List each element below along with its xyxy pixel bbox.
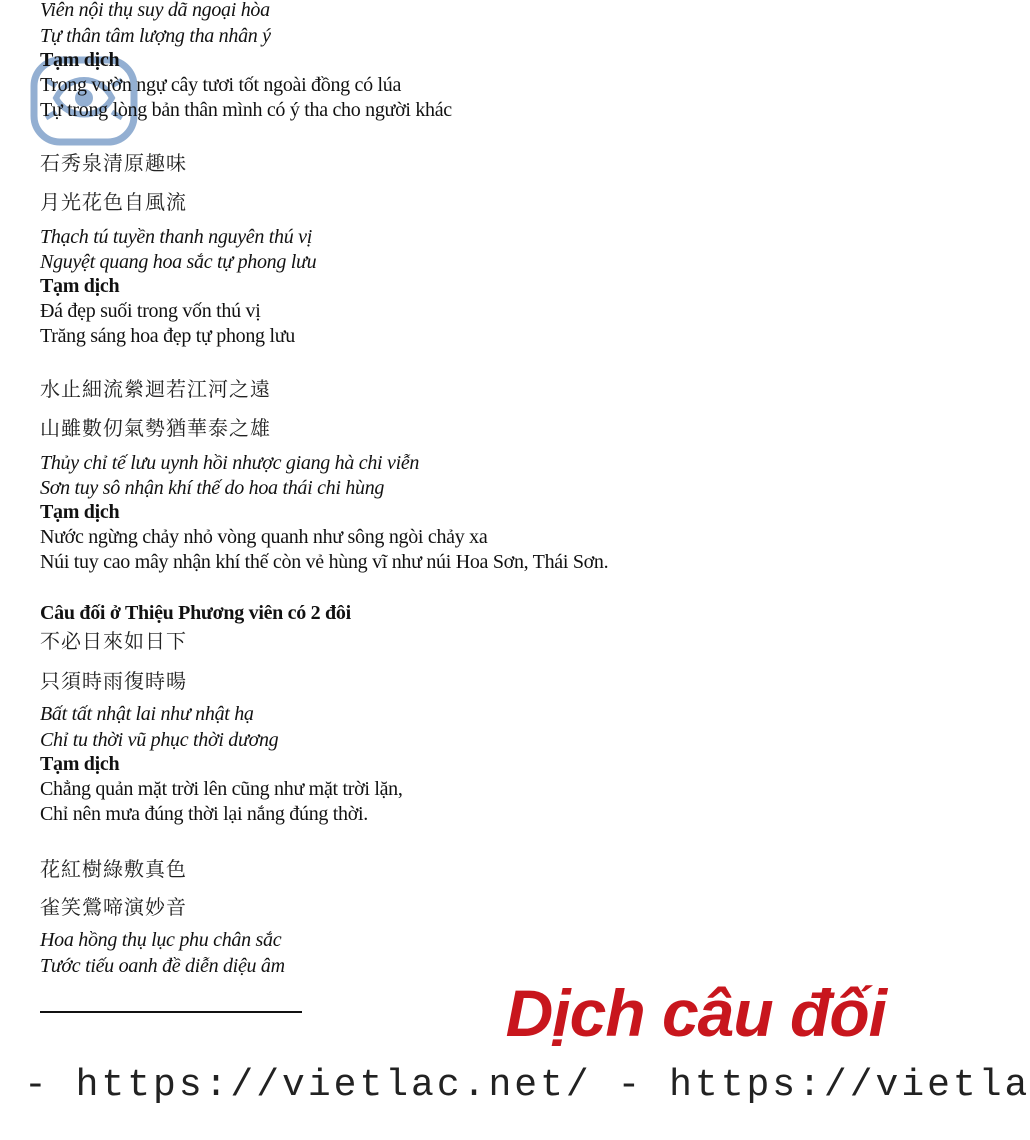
chinese-line: 月光花色自風流: [40, 190, 187, 214]
poem-line: Thạch tú tuyền thanh nguyên thú vị: [40, 226, 312, 248]
watermark-url: - https://vietlac.net/ - https://vietla: [24, 1064, 1030, 1107]
poem-line: Sơn tuy sô nhận khí thế do hoa thái chi hùng: [40, 477, 385, 499]
poem-line: Nguyệt quang hoa sắc tự phong lưu: [40, 251, 317, 273]
poem-line: Thủy chỉ tế lưu uynh hồi nhược giang hà chi viễn: [40, 452, 420, 474]
section-heading: Tạm dịch: [40, 275, 120, 297]
chinese-line: 只須時雨復時暘: [40, 669, 187, 693]
poem-line: Hoa hồng thụ lục phu chân sắc: [40, 929, 282, 951]
translation-line: Nước ngừng chảy nhỏ vòng quanh như sông ngòi chảy xa: [40, 526, 488, 548]
poem-line: Bất tất nhật lai như nhật hạ: [40, 703, 254, 725]
chinese-line: 花紅樹綠敷真色: [40, 857, 187, 881]
section-heading: Tạm dịch: [40, 49, 120, 71]
footnote-divider: [40, 1011, 302, 1013]
poem-line: Tự thân tâm lượng tha nhân ý: [40, 25, 271, 47]
translation-line: Chỉ nên mưa đúng thời lại nắng đúng thời.: [40, 803, 368, 825]
translation-line: Đá đẹp suối trong vốn thú vị: [40, 300, 261, 322]
chinese-line: 山雖數仞氣勢猶華泰之雄: [40, 416, 271, 440]
chinese-line: 雀笑鶯啼演妙音: [40, 895, 187, 919]
translation-line: Trong vườn ngự cây tươi tốt ngoài đồng có lúa: [40, 74, 402, 96]
chinese-line: 不必日來如日下: [40, 629, 187, 653]
poem-line: Viên nội thụ suy dã ngoại hòa: [40, 0, 270, 21]
section-heading: Tạm dịch: [40, 501, 120, 523]
section-title: Câu đối ở Thiệu Phương viên có 2 đôi: [40, 602, 351, 624]
chinese-line: 水止細流縈迴若江河之遠: [40, 377, 271, 401]
watermark-banner: Dịch câu đối: [505, 976, 886, 1050]
translation-line: Chẳng quản mặt trời lên cũng như mặt trời lặn,: [40, 778, 403, 800]
translation-line: Núi tuy cao mây nhận khí thế còn vẻ hùng vĩ như núi Hoa Sơn, Thái Sơn.: [40, 551, 609, 573]
poem-line: Tước tiếu oanh đề diễn diệu âm: [40, 955, 285, 977]
translation-line: Trăng sáng hoa đẹp tự phong lưu: [40, 325, 295, 347]
chinese-line: 石秀泉清原趣味: [40, 151, 187, 175]
section-heading: Tạm dịch: [40, 753, 120, 775]
translation-line: Tự trong lòng bản thân mình có ý tha cho người khác: [40, 99, 452, 121]
poem-line: Chỉ tu thời vũ phục thời dương: [40, 729, 279, 751]
